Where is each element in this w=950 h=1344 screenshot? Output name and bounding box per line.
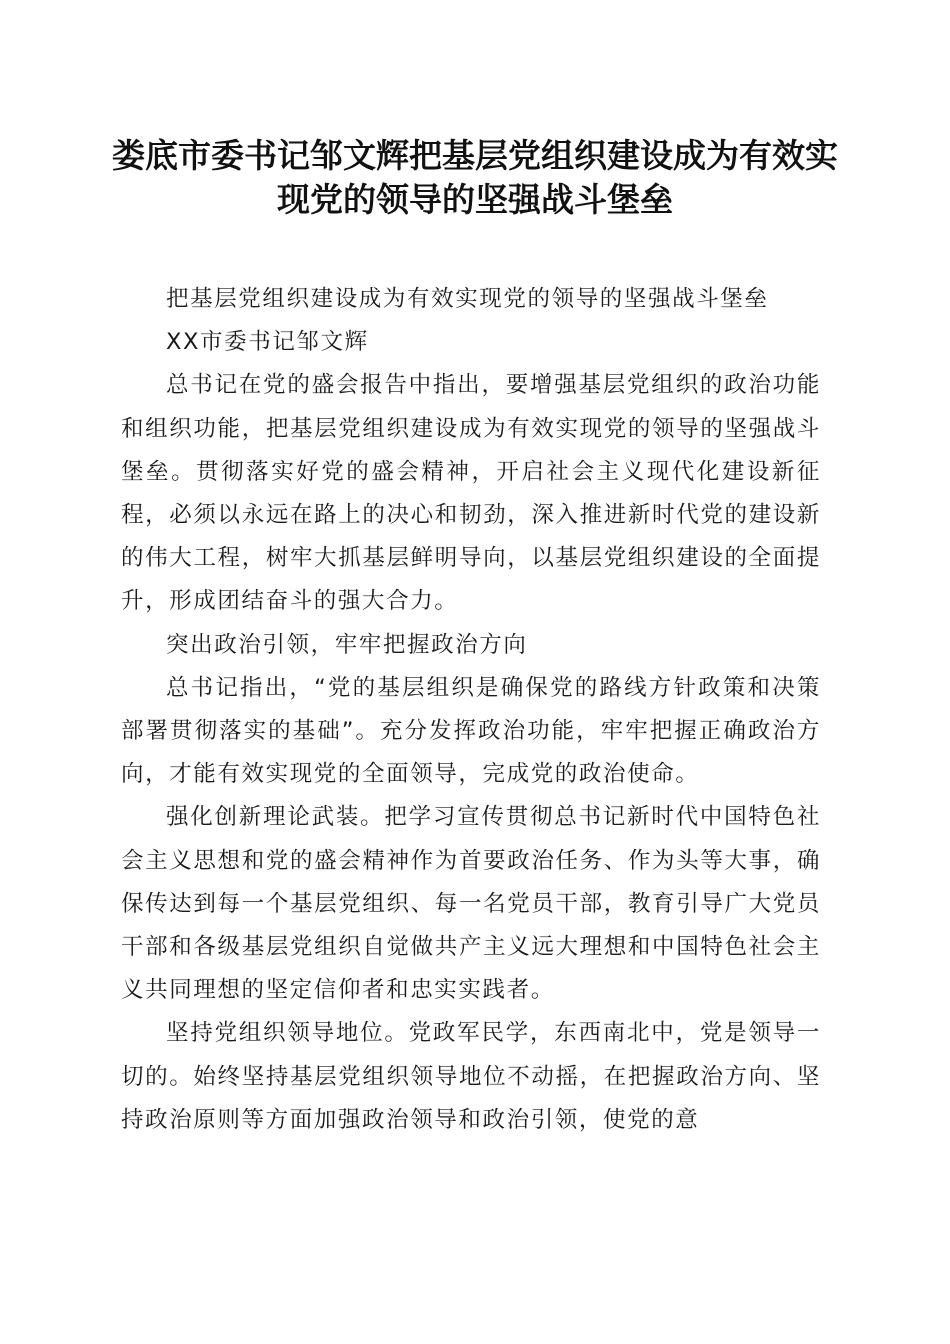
- body-paragraph: 强化创新理论武装。把学习宣传贯彻总书记新时代中国特色社会主义思想和党的盛会精神作为首要政治任务、作为头等大事，确保传达到每一个基层党组织、每一名党员干部，教育引导广大党员干部和各级基层党组织自觉做共产主义远大理想和中国特色社会主义共同理想的坚定信仰者和忠实实践者。: [121, 804, 821, 1004]
- author-line: XX市委书记邹文辉: [166, 329, 369, 356]
- body-paragraph: 坚持党组织领导地位。党政军民学，东西南北中，党是领导一切的。始终坚持基层党组织领导地位不动摇，在把握政治方向、坚持政治原则等方面加强政治领导和政治引领，使党的意: [121, 1020, 821, 1133]
- document-body: [121, 278, 821, 1142]
- body-paragraph: 总书记指出，“党的基层组织是确保党的路线方针政策和决策部署贯彻落实的基础”。充分发挥政治功能，牢牢把握正确政治方向，才能有效实现党的全面领导，完成党的政治使命。: [121, 674, 821, 788]
- subtitle-paragraph: 把基层党组织建设成为有效实现党的领导的坚强战斗堡垒: [166, 286, 769, 312]
- section-heading: 突出政治引领，牢牢把握政治方向: [166, 631, 528, 658]
- document-title: 娄底市委书记邹文辉把基层党组织建设成为有效实现党的领导的坚强战斗堡垒: [112, 136, 838, 219]
- body-paragraph: 总书记在党的盛会报告中指出，要增强基层党组织的政治功能和组织功能，把基层党组织建设成为有效实现党的领导的坚强战斗堡垒。贯彻落实好党的盛会精神，开启社会主义现代化建设新征程，必须以永远在路上的决心和韧劲，深入推进新时代党的建设新的伟大工程，树牢大抓基层鲜明导向，以基层党组织建设的全面提升，形成团结奋斗的强大合力。: [121, 372, 821, 615]
